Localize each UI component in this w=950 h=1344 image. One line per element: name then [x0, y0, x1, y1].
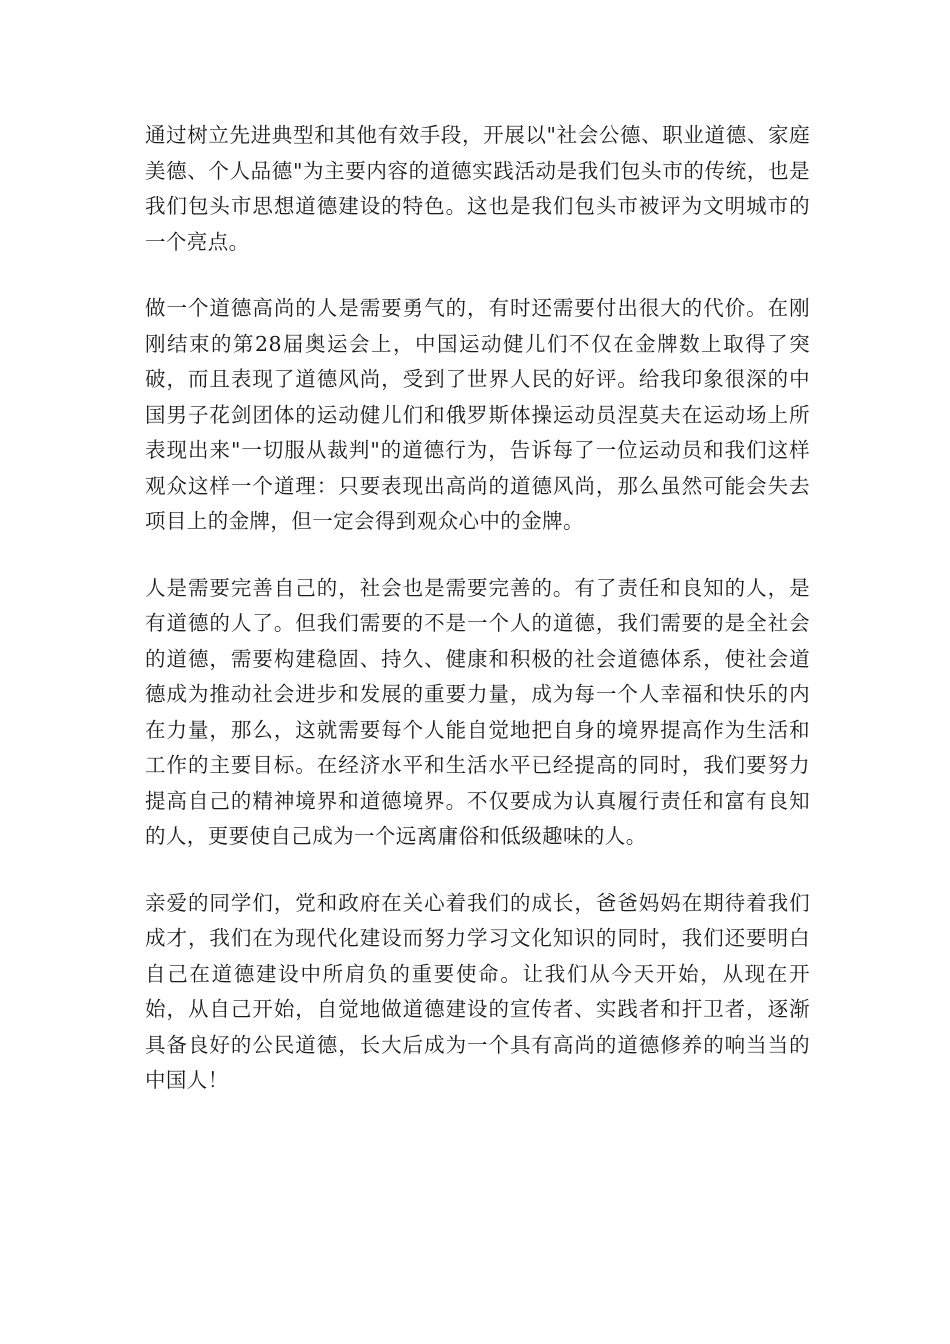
document-body — [145, 118, 810, 1130]
paragraph-1: 通过树立先进典型和其他有效手段，开展以"社会公德、职业道德、家庭美德、个人品德"为主要内容的道德实践活动是我们包头市的传统，也是我们包头市思想道德建设的特色。这也是我们包头市被评为文明城市的一个亮点。 — [145, 123, 810, 254]
paragraph-2: 做一个道德高尚的人是需要勇气的，有时还需要付出很大的代价。在刚刚结束的第28届奥运会上，中国运动健儿们不仅在金牌数上取得了突破，而且表现了道德风尚，受到了世界人民的好评。给我印象很深的中国男子花剑团体的运动健儿们和俄罗斯体操运动员涅莫夫在运动场上所表现出来"一切服从裁判"的道德行为，告诉每了一位运动员和我们这样观众这样一个道理：只要表现出高尚的道德风尚，那么虽然可能会失去项目上的金牌，但一定会得到观众心中的金牌。 — [145, 296, 810, 533]
paragraph-3: 人是需要完善自己的，社会也是需要完善的。有了责任和良知的人，是有道德的人了。但我们需要的不是一个人的道德，我们需要的是全社会的道德，需要构建稳固、持久、健康和积极的社会道德体系，使社会道德成为推动社会进步和发展的重要力量，成为每一个人幸福和快乐的内在力量，那么，这就需要每个人能自觉地把自身的境界提高作为生活和工作的主要目标。在经济水平和生活水平已经提高的同时，我们要努力提高自己的精神境界和道德境界。不仅要成为认真履行责任和富有良知的人，更要使自己成为一个远离庸俗和低级趣味的人。 — [145, 575, 810, 848]
paragraph-4: 亲爱的同学们，党和政府在关心着我们的成长，爸爸妈妈在期待着我们成才，我们在为现代化建设而努力学习文化知识的同时，我们还要明白自己在道德建设中所肩负的重要使命。让我们从今天开始，从现在开始，从自己开始，自觉地做道德建设的宣传者、实践者和扞卫者，逐渐具备良好的公民道德，长大后成为一个具有高尚的道德修养的响当当的中国人！ — [145, 890, 810, 1092]
